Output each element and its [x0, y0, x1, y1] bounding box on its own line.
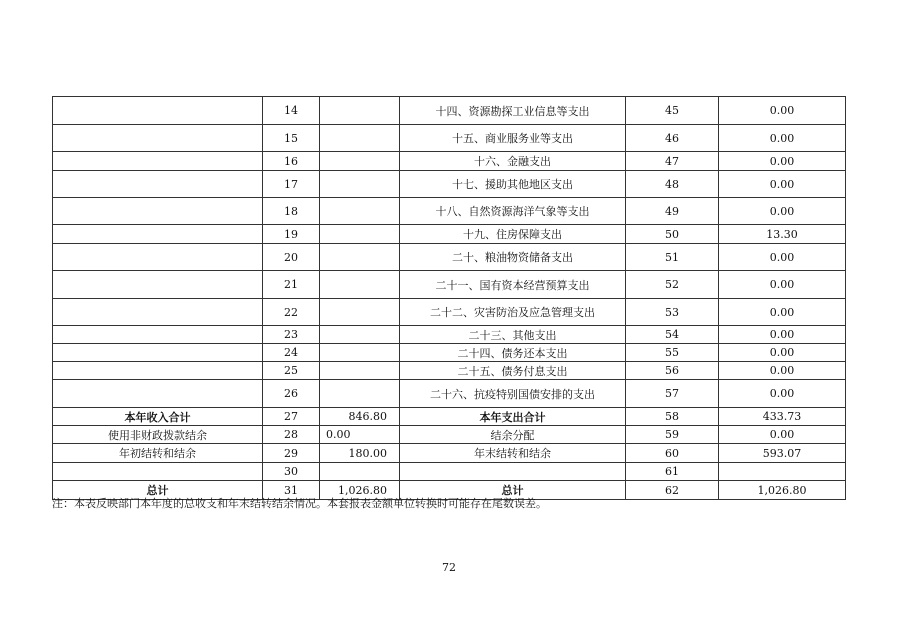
- table-row: [53, 97, 846, 125]
- expense-amount-cell: 0.00: [719, 299, 846, 326]
- income-item-cell: 总计: [53, 481, 263, 500]
- income-item-cell: [53, 299, 263, 326]
- income-row-number-cell: 16: [263, 152, 320, 171]
- income-row-number-cell: 26: [263, 380, 320, 408]
- expense-row-number-cell: 46: [626, 125, 719, 152]
- income-amount-cell: [320, 463, 400, 481]
- income-item-cell: [53, 271, 263, 299]
- expense-amount-cell: 0.00: [719, 152, 846, 171]
- income-amount-cell: 846.80: [320, 408, 400, 426]
- income-row-number-cell: 20: [263, 244, 320, 271]
- table-row: [53, 444, 846, 463]
- income-item-cell: [53, 380, 263, 408]
- expense-item-cell: 年末结转和结余: [400, 444, 626, 463]
- income-amount-cell: [320, 97, 400, 125]
- income-item-cell: [53, 152, 263, 171]
- income-amount-cell: [320, 271, 400, 299]
- expense-row-number-cell: 54: [626, 326, 719, 344]
- income-amount-cell: 0.00: [320, 426, 400, 444]
- expense-item-cell: 总计: [400, 481, 626, 500]
- income-row-number-cell: 28: [263, 426, 320, 444]
- table-row: [53, 326, 846, 344]
- income-row-number-cell: 27: [263, 408, 320, 426]
- expense-item-cell: 十九、住房保障支出: [400, 225, 626, 244]
- expense-item-cell: 二十五、债务付息支出: [400, 362, 626, 380]
- expense-item-cell: 十七、援助其他地区支出: [400, 171, 626, 198]
- expense-row-number-cell: 53: [626, 299, 719, 326]
- expense-amount-cell: 0.00: [719, 426, 846, 444]
- income-amount-cell: [320, 225, 400, 244]
- expense-row-number-cell: 59: [626, 426, 719, 444]
- expense-row-number-cell: 57: [626, 380, 719, 408]
- expense-item-cell: 十八、自然资源海洋气象等支出: [400, 198, 626, 225]
- expense-row-number-cell: 47: [626, 152, 719, 171]
- income-item-cell: [53, 198, 263, 225]
- expense-row-number-cell: 51: [626, 244, 719, 271]
- income-item-cell: [53, 344, 263, 362]
- income-item-cell: 使用非财政拨款结余: [53, 426, 263, 444]
- income-amount-cell: [320, 244, 400, 271]
- expense-amount-cell: [719, 463, 846, 481]
- expense-amount-cell: 0.00: [719, 97, 846, 125]
- expense-item-cell: 二十、粮油物资储备支出: [400, 244, 626, 271]
- income-amount-cell: [320, 344, 400, 362]
- table-row: [53, 198, 846, 225]
- income-item-cell: 本年收入合计: [53, 408, 263, 426]
- expense-amount-cell: 0.00: [719, 380, 846, 408]
- expense-item-cell: 结余分配: [400, 426, 626, 444]
- income-row-number-cell: 14: [263, 97, 320, 125]
- table-row: [53, 463, 846, 481]
- table-row: [53, 426, 846, 444]
- expense-amount-cell: 0.00: [719, 244, 846, 271]
- income-row-number-cell: 17: [263, 171, 320, 198]
- expense-item-cell: 二十三、其他支出: [400, 326, 626, 344]
- table-row: [53, 125, 846, 152]
- expense-row-number-cell: 62: [626, 481, 719, 500]
- table-row: [53, 299, 846, 326]
- table-row: [53, 408, 846, 426]
- income-row-number-cell: 21: [263, 271, 320, 299]
- table-row: [53, 225, 846, 244]
- expense-item-cell: 十四、资源勘探工业信息等支出: [400, 97, 626, 125]
- expense-row-number-cell: 61: [626, 463, 719, 481]
- expense-row-number-cell: 56: [626, 362, 719, 380]
- expense-amount-cell: 0.00: [719, 344, 846, 362]
- expense-amount-cell: 593.07: [719, 444, 846, 463]
- income-amount-cell: [320, 299, 400, 326]
- expense-amount-cell: 1,026.80: [719, 481, 846, 500]
- expense-item-cell: 本年支出合计: [400, 408, 626, 426]
- income-item-cell: [53, 326, 263, 344]
- expense-item-cell: [400, 463, 626, 481]
- expense-amount-cell: 13.30: [719, 225, 846, 244]
- expense-item-cell: 十五、商业服务业等支出: [400, 125, 626, 152]
- income-item-cell: [53, 362, 263, 380]
- expense-amount-cell: 0.00: [719, 362, 846, 380]
- income-item-cell: [53, 125, 263, 152]
- expense-amount-cell: 0.00: [719, 271, 846, 299]
- income-amount-cell: [320, 152, 400, 171]
- income-amount-cell: 180.00: [320, 444, 400, 463]
- expense-amount-cell: 0.00: [719, 198, 846, 225]
- income-row-number-cell: 24: [263, 344, 320, 362]
- income-item-cell: 年初结转和结余: [53, 444, 263, 463]
- income-row-number-cell: 31: [263, 481, 320, 500]
- table-row: [53, 152, 846, 171]
- expense-amount-cell: 0.00: [719, 125, 846, 152]
- expense-item-cell: 二十四、债务还本支出: [400, 344, 626, 362]
- table-row: [53, 271, 846, 299]
- income-item-cell: [53, 225, 263, 244]
- income-amount-cell: [320, 125, 400, 152]
- income-row-number-cell: 22: [263, 299, 320, 326]
- table-row: [53, 244, 846, 271]
- expense-row-number-cell: 58: [626, 408, 719, 426]
- table-row: [53, 171, 846, 198]
- income-row-number-cell: 19: [263, 225, 320, 244]
- income-amount-cell: [320, 171, 400, 198]
- table-row: [53, 380, 846, 408]
- income-row-number-cell: 29: [263, 444, 320, 463]
- income-row-number-cell: 15: [263, 125, 320, 152]
- expense-item-cell: 二十六、抗疫特别国债安排的支出: [400, 380, 626, 408]
- income-amount-cell: [320, 380, 400, 408]
- expense-item-cell: 二十二、灾害防治及应急管理支出: [400, 299, 626, 326]
- income-amount-cell: [320, 326, 400, 344]
- income-row-number-cell: 30: [263, 463, 320, 481]
- expense-row-number-cell: 50: [626, 225, 719, 244]
- expense-row-number-cell: 52: [626, 271, 719, 299]
- income-item-cell: [53, 463, 263, 481]
- expense-row-number-cell: 49: [626, 198, 719, 225]
- expense-item-cell: 十六、金融支出: [400, 152, 626, 171]
- expense-row-number-cell: 55: [626, 344, 719, 362]
- income-row-number-cell: 18: [263, 198, 320, 225]
- income-item-cell: [53, 244, 263, 271]
- page-number: 72: [442, 561, 456, 574]
- expense-row-number-cell: 45: [626, 97, 719, 125]
- table-footnote: 注：本表反映部门本年度的总收支和年末结转结余情况。本套报表金额单位转换时可能存在尾数误差。: [52, 497, 547, 510]
- table-row: [53, 344, 846, 362]
- expense-row-number-cell: 48: [626, 171, 719, 198]
- income-item-cell: [53, 97, 263, 125]
- income-amount-cell: [320, 362, 400, 380]
- income-row-number-cell: 23: [263, 326, 320, 344]
- expense-amount-cell: 0.00: [719, 171, 846, 198]
- expense-row-number-cell: 60: [626, 444, 719, 463]
- budget-table: [52, 96, 846, 500]
- table-row: [53, 362, 846, 380]
- expense-item-cell: 二十一、国有资本经营预算支出: [400, 271, 626, 299]
- income-item-cell: [53, 171, 263, 198]
- expense-amount-cell: 433.73: [719, 408, 846, 426]
- income-amount-cell: [320, 198, 400, 225]
- income-row-number-cell: 25: [263, 362, 320, 380]
- expense-amount-cell: 0.00: [719, 326, 846, 344]
- income-amount-cell: 1,026.80: [320, 481, 400, 500]
